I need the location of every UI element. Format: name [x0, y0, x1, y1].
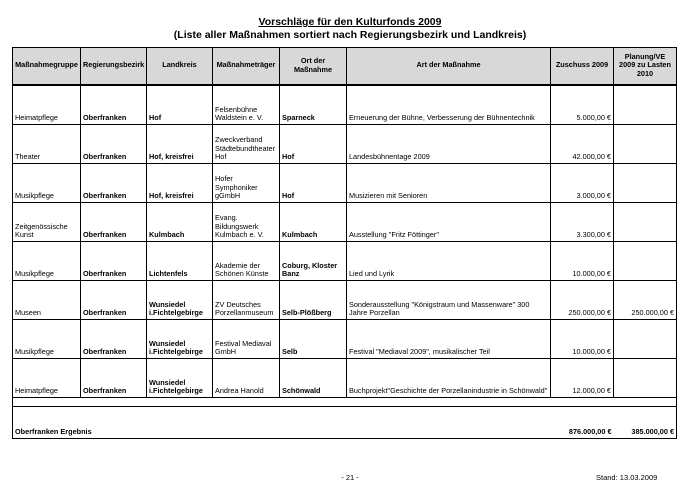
header-regierungsbezirk: Regierungsbezirk	[81, 48, 147, 86]
cell-art: Erneuerung der Bühne, Verbesserung der Bühnentechnik	[347, 85, 551, 125]
cell-traeger: ZV Deutsches Porzellanmuseum	[213, 281, 280, 320]
cell-traeger: Evang. Bildungswerk Kulmbach e. V.	[213, 203, 280, 242]
cell-art: Musizieren mit Senioren	[347, 164, 551, 203]
header-row	[13, 48, 677, 86]
header-traeger: Maßnahmeträger	[213, 48, 280, 86]
total-zuschuss: 876.000,00 €	[551, 407, 614, 439]
page-number: - 21 -	[341, 473, 359, 482]
total-label: Oberfranken Ergebnis	[13, 407, 551, 439]
cell-zuschuss: 10.000,00 €	[551, 242, 614, 281]
cell-bezirk: Oberfranken	[81, 164, 147, 203]
header-massnahmengruppe: Maßnahmegruppe	[13, 48, 81, 86]
cell-gruppe: Theater	[13, 125, 81, 164]
cell-bezirk: Oberfranken	[81, 320, 147, 359]
total-gap-cell	[13, 398, 677, 407]
cell-gruppe: Heimatpflege	[13, 85, 81, 125]
total-planung: 385.000,00 €	[614, 407, 677, 439]
total-row	[13, 407, 677, 439]
cell-zuschuss: 3.300,00 €	[551, 203, 614, 242]
cell-traeger: Hofer Symphoniker gGmbH	[213, 164, 280, 203]
cell-gruppe: Musikpflege	[13, 320, 81, 359]
document-subtitle: (Liste aller Maßnahmen sortiert nach Regierungsbezirk und Landkreis)	[173, 29, 527, 41]
cell-gruppe: Heimatpflege	[13, 359, 81, 398]
cell-art: Lied und Lyrik	[347, 242, 551, 281]
cell-art: Landesbühnentage 2009	[347, 125, 551, 164]
table-row	[13, 164, 677, 203]
header-planung: Planung/VE 2009 zu Lasten 2010	[614, 48, 677, 86]
cell-bezirk: Oberfranken	[81, 242, 147, 281]
cell-gruppe: Musikpflege	[13, 164, 81, 203]
cell-zuschuss: 3.000,00 €	[551, 164, 614, 203]
total-gap-row	[13, 398, 677, 407]
cell-landkreis: Wunsiedel i.Fichtelgebirge	[147, 281, 213, 320]
cell-landkreis: Hof, kreisfrei	[147, 164, 213, 203]
cell-zuschuss: 10.000,00 €	[551, 320, 614, 359]
cell-traeger: Andrea Hanold	[213, 359, 280, 398]
cell-planung	[614, 242, 677, 281]
cell-traeger: Zweckverband Städtebundtheater Hof	[213, 125, 280, 164]
cell-ort: Selb-Plößberg	[280, 281, 347, 320]
cell-landkreis: Lichtenfels	[147, 242, 213, 281]
cell-planung	[614, 85, 677, 125]
cell-planung	[614, 125, 677, 164]
cell-art: Buchprojekt"Geschichte der Porzellanindustrie in Schönwald"	[347, 359, 551, 398]
cell-ort: Schönwald	[280, 359, 347, 398]
cell-zuschuss: 12.000,00 €	[551, 359, 614, 398]
cell-landkreis: Kulmbach	[147, 203, 213, 242]
document-title: Vorschläge für den Kulturfonds 2009	[258, 16, 442, 28]
cell-ort: Coburg, Kloster Banz	[280, 242, 347, 281]
cell-gruppe: Zeitgenössische Kunst	[13, 203, 81, 242]
cell-art: Festival "Mediaval 2009", musikalischer Teil	[347, 320, 551, 359]
cell-art: Sonderausstellung "Königstraum und Massenware" 300 Jahre Porzellan	[347, 281, 551, 320]
cell-bezirk: Oberfranken	[81, 85, 147, 125]
table-row	[13, 359, 677, 398]
cell-ort: Selb	[280, 320, 347, 359]
header-ort: Ort der Maßnahme	[280, 48, 347, 86]
cell-ort: Sparneck	[280, 85, 347, 125]
cell-bezirk: Oberfranken	[81, 359, 147, 398]
cell-art: Ausstellung "Fritz Föttinger"	[347, 203, 551, 242]
table-row	[13, 125, 677, 164]
cell-bezirk: Oberfranken	[81, 203, 147, 242]
cell-planung	[614, 203, 677, 242]
stand-date: Stand: 13.03.2009	[596, 473, 658, 482]
cell-landkreis: Wunsiedel i.Fichtelgebirge	[147, 359, 213, 398]
cell-gruppe: Musikpflege	[13, 242, 81, 281]
cell-planung	[614, 320, 677, 359]
table-row	[13, 281, 677, 320]
table-row	[13, 242, 677, 281]
cell-bezirk: Oberfranken	[81, 281, 147, 320]
cell-planung	[614, 164, 677, 203]
header-landkreis: Landkreis	[147, 48, 213, 86]
cell-ort: Hof	[280, 164, 347, 203]
cell-zuschuss: 42.000,00 €	[551, 125, 614, 164]
cell-landkreis: Hof	[147, 85, 213, 125]
cell-bezirk: Oberfranken	[81, 125, 147, 164]
table-row	[13, 203, 677, 242]
cell-zuschuss: 5.000,00 €	[551, 85, 614, 125]
cell-ort: Hof	[280, 125, 347, 164]
header-zuschuss: Zuschuss 2009	[551, 48, 614, 86]
cell-ort: Kulmbach	[280, 203, 347, 242]
cell-traeger: Festival Mediaval GmbH	[213, 320, 280, 359]
cell-planung: 250.000,00 €	[614, 281, 677, 320]
cell-planung	[614, 359, 677, 398]
cell-gruppe: Museen	[13, 281, 81, 320]
cell-landkreis: Wunsiedel i.Fichtelgebirge	[147, 320, 213, 359]
measures-table	[12, 47, 677, 439]
cell-landkreis: Hof, kreisfrei	[147, 125, 213, 164]
header-art: Art der Maßnahme	[347, 48, 551, 86]
cell-traeger: Akademie der Schönen Künste	[213, 242, 280, 281]
table-row	[13, 85, 677, 125]
cell-traeger: Felsenbühne Waldstein e. V.	[213, 85, 280, 125]
table-row	[13, 320, 677, 359]
cell-zuschuss: 250.000,00 €	[551, 281, 614, 320]
